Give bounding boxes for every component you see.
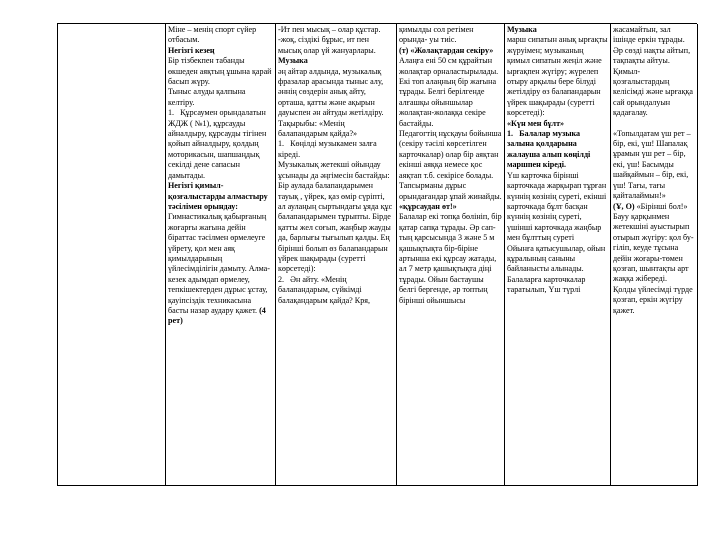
cell-paragraph <box>168 212 273 326</box>
empty-column <box>58 24 166 486</box>
cell-heading: Негізгі қимыл-қозғалыстарды алмастыру тәсілімен орындау: <box>168 181 270 211</box>
cell-emphasis: (4 рет) <box>168 305 268 326</box>
schedule-table <box>57 23 697 486</box>
spacer <box>613 119 695 129</box>
column-sport-family <box>166 24 276 486</box>
cell-paragraph: жасамайтын, зал ішінде еркін тұрады. Әр сөзді нақты айтып, тақпақты айтуы. <box>613 25 693 66</box>
cell-paragraph: Міне – менің спорт сүйер отбасым. <box>168 25 259 45</box>
cell-paragraph: қимылды сол ретімен орында- уы тиіс. <box>399 25 476 45</box>
cell-paragraph: Қолды үйлесімді түрде қозғап, еркін жүгіру қажет. <box>613 284 695 315</box>
cell-paragraph: Тақырыбы: «Менің балапандарым қайда?» <box>278 118 358 139</box>
cell-heading: «Күн мен бұлт» <box>507 118 565 128</box>
cell-paragraph: 1. Көңілді музыкамен залға кіреді. <box>278 139 379 159</box>
column-music-chicks <box>276 24 397 486</box>
cell-paragraph <box>613 202 695 212</box>
cell-text: Гимнастикалық қабырғаның жоғарғы жағына дейін біраттас тәсілмен өрмелеуге үйрету, қол мен аяқ қимылдарының үйлесімділігін дамыту. Алма-кезек адымдап өрмелеу, тепкішектерден дұрыс ұстау, қауіпсіздік техникасына басты назар аудару қажет. <box>168 212 270 315</box>
cell-paragraph: Музыкалық жетекші ойындау ұсынады да әңгімесін бастайды: Бір аулада балапандарымен тауық , үйрек, қаз өмір сүріпті, ал аулаңың сыртындағы ұяда құс балапандарымен тұрыпты. Бірде қатты жел соғып, жаңбыр жауды да, барлығы тығылып қалды. Ең бірінші болып өз балапандарын үйрек шақырады (суретті көрсетеді): <box>278 160 395 274</box>
cell-paragraph: 1. Құрсаумен орындалатын ЖДЖ ( №1), құрсауды айналдыру, құрсауды тігінен қойып айналдыру, қолдың моторикасын, шапшаңдық секілді дене сапасын дамытады. <box>168 108 269 180</box>
column-sun-cloud <box>505 24 611 486</box>
column-games <box>397 24 505 486</box>
cell-paragraph: әң айтар алдында, музыкалық фразалар арасында тыныс алу, әннің сөздерін анық айту, орташа, қатты және ақырын дауыспен ән айтуды жетілдіру. <box>278 66 386 118</box>
column-movement <box>611 24 698 486</box>
cell-paragraph: Үш карточка бірінші карточкада жарқырап тұрған күннің көзінің суреті, екінші карточкада бұлт басқан күннің көзінің суреті, үшінші карточкада жаңбыр мен бұлттың суреті <box>507 170 609 243</box>
cell-paragraph: Балалар екі топқа бөлініп, бір қатар сапқа тұрады. Әр сап- тың қарсысында 3 және 5 м қашықтықта бір-біріне артынша екі құрсау жатады, ал 7 метр қашықтықта діңі тұрады. Ойын бастаушы белгі бергенде, әр топтың бірінші ойыншысы <box>399 212 504 305</box>
cell-paragraph: «Топылдатам үш рет – бір, екі, үш! Шапалақ ұрамын үш рет – бір, екі, үш! Басымды шайқаймын – бір, екі, үш! Тағы, тағы қайталаймын!» <box>613 128 693 201</box>
cell-emphasis: (Ұ, О) <box>613 201 635 211</box>
cell-paragraph: 2. Ән айту. «Менің балапандарым, сүйкімді балақандарым қайда? Кря, <box>278 274 370 305</box>
cell-paragraph: -Ит пен мысық – олар құстар. -жоқ, сіздікі бұрыс, ит пен мысық олар үй жануарлары. <box>278 25 383 55</box>
cell-paragraph: Бір тізбекпен табанды өкшеден аяқтың ұшына қарай басып жүру. <box>168 56 274 87</box>
cell-paragraph: марш сипатын анық ырғақты жүруімен; музыканың қимыл сипатын жеңіл және ырғақпен жүгіру; жүрелеп отыру арқылы бере білуді жетілдіру өз балапандарын үйрек шақырады (суретті көрсетеді): <box>507 35 610 118</box>
cell-paragraph: Педагогтің нұсқауы бойынша (секіру тәсілі көрсетілген карточкалар) олар бір аяқтан екінші аяққа немесе қос аяқтап т.б. секірісе болады. Тапсырманы дұрыс орындағандар ұпай жинайды. <box>399 129 504 201</box>
cell-heading: Негізгі кезең <box>168 45 215 55</box>
cell-paragraph: Алаңға ені 50 см құрайтын жолақтар орналастырылады. Екі топ алаңның бір жағына тұрады. Белгі берілгенде алғашқы ойыншылар жолақтан-жолаққа секіре бастайды. <box>399 56 501 128</box>
cell-heading: 1. Балалар музыка залына қолдарына жалауша алып көңілді маршпен кіреді. <box>507 129 593 170</box>
cell-paragraph: Қимыл-қозғалыстардың келісімді және ырғаққа сай орындалуын қадағалау. <box>613 66 695 118</box>
cell-heading: Музыка <box>507 25 537 34</box>
cell-heading: Музыка <box>278 56 308 66</box>
cell-heading: (т) «Жолақтардан секіру» <box>399 45 494 55</box>
cell-paragraph: Тыныс алуды қалпына келтіру. <box>168 87 248 107</box>
cell-text: «Бірінші бол!» <box>636 201 688 211</box>
cell-heading: «құрсаудан өт!» <box>399 201 457 211</box>
cell-paragraph: Бауу қарқынмен жетекшіні ауыстырып отырып жүгіру: қол бу- гіліп, кеуде тұсына дейін жоғары-төмен қозғап, шынтақты арт жаққа жібереді. <box>613 211 696 284</box>
cell-paragraph: Ойынға қатысушылар, ойын құралының саныны байланысты алынады. Балаларға карточкалар таратылып, Үш түрлі <box>507 243 608 295</box>
